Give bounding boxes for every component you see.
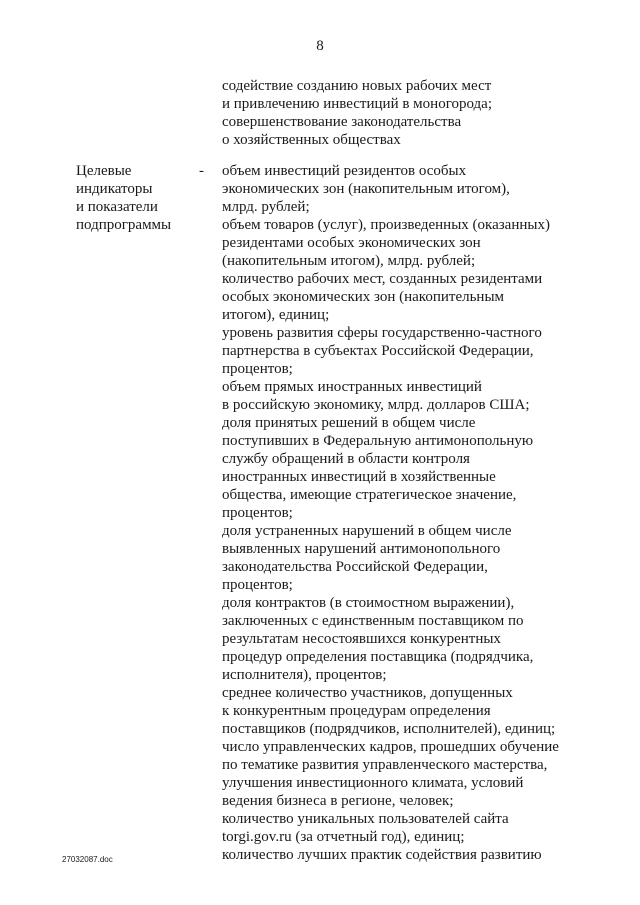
indicator-line: итогом), единиц;	[222, 307, 330, 323]
indicator-line: объем инвестиций резидентов особых	[222, 163, 467, 179]
indicator-line: процедур определения поставщика (подрядчика,	[222, 649, 534, 665]
indicator-line: поставщиков (подрядчиков, исполнителей), единиц;	[222, 721, 556, 737]
indicator-line: резидентами особых экономических зон	[222, 235, 481, 251]
section-label	[76, 162, 206, 234]
indicator-line: экономических зон (накопительным итогом),	[222, 181, 510, 197]
label-line: подпрограммы	[76, 217, 172, 233]
indicator-line: доля принятых решений в общем числе	[222, 415, 476, 431]
text-line: содействие созданию новых рабочих мест	[222, 78, 492, 94]
indicator-line: общества, имеющие стратегическое значение,	[222, 487, 517, 503]
indicator-line: среднее количество участников, допущенных	[222, 685, 513, 701]
indicator-line: законодательства Российской Федерации,	[222, 559, 488, 575]
indicator-line: результатам несостоявшихся конкурентных	[222, 631, 501, 647]
indicator-line: доля контрактов (в стоимостном выражении),	[222, 595, 515, 611]
indicator-line: службу обращений в области контроля	[222, 451, 470, 467]
text-line: и привлечению инвестиций в моногорода;	[222, 96, 493, 112]
indicator-line: в российскую экономику, млрд. долларов США;	[222, 397, 530, 413]
label-separator-dash: -	[199, 163, 204, 179]
indicator-line: количество рабочих мест, созданных резидентами	[222, 271, 543, 287]
indicator-line: по тематике развития управленческого мастерства,	[222, 757, 548, 773]
indicator-line: процентов;	[222, 577, 293, 593]
indicator-line: процентов;	[222, 361, 293, 377]
continued-text-block	[222, 77, 622, 149]
indicator-line: поступивших в Федеральную антимонопольную	[222, 433, 534, 449]
indicator-line: особых экономических зон (накопительным	[222, 289, 505, 305]
indicator-line: заключенных с единственным поставщиком по	[222, 613, 524, 629]
text-line: совершенствование законодательства	[222, 114, 462, 130]
indicator-line: к конкурентным процедурам определения	[222, 703, 491, 719]
indicator-line: партнерства в субъектах Российской Федерации,	[222, 343, 534, 359]
indicator-line: ведения бизнеса в регионе, человек;	[222, 793, 454, 809]
indicator-line: количество лучших практик содействия развитию	[222, 847, 542, 863]
indicator-line: (накопительным итогом), млрд. рублей;	[222, 253, 476, 269]
text-line: о хозяйственных обществах	[222, 132, 401, 148]
footer-filename: 27032087.doc	[62, 855, 113, 864]
label-line: Целевые	[76, 163, 132, 179]
indicator-line: количество уникальных пользователей сайта	[222, 811, 509, 827]
indicator-line: уровень развития сферы государственно-частного	[222, 325, 542, 341]
indicators-list	[222, 162, 622, 864]
indicator-line: иностранных инвестиций в хозяйственные	[222, 469, 496, 485]
indicator-line: объем прямых иностранных инвестиций	[222, 379, 482, 395]
indicator-line: улучшения инвестиционного климата, условий	[222, 775, 524, 791]
indicator-line: выявленных нарушений антимонопольного	[222, 541, 501, 557]
indicator-line: доля устраненных нарушений в общем числе	[222, 523, 512, 539]
indicator-line: torgi.gov.ru (за отчетный год), единиц;	[222, 829, 465, 845]
indicator-line: число управленческих кадров, прошедших обучение	[222, 739, 559, 755]
label-line: и показатели	[76, 199, 158, 215]
indicator-line: объем товаров (услуг), произведенных (оказанных)	[222, 217, 550, 233]
label-line: индикаторы	[76, 181, 153, 197]
indicator-line: процентов;	[222, 505, 293, 521]
indicator-line: исполнителя), процентов;	[222, 667, 387, 683]
indicator-line: млрд. рублей;	[222, 199, 310, 215]
page-number: 8	[316, 38, 324, 54]
